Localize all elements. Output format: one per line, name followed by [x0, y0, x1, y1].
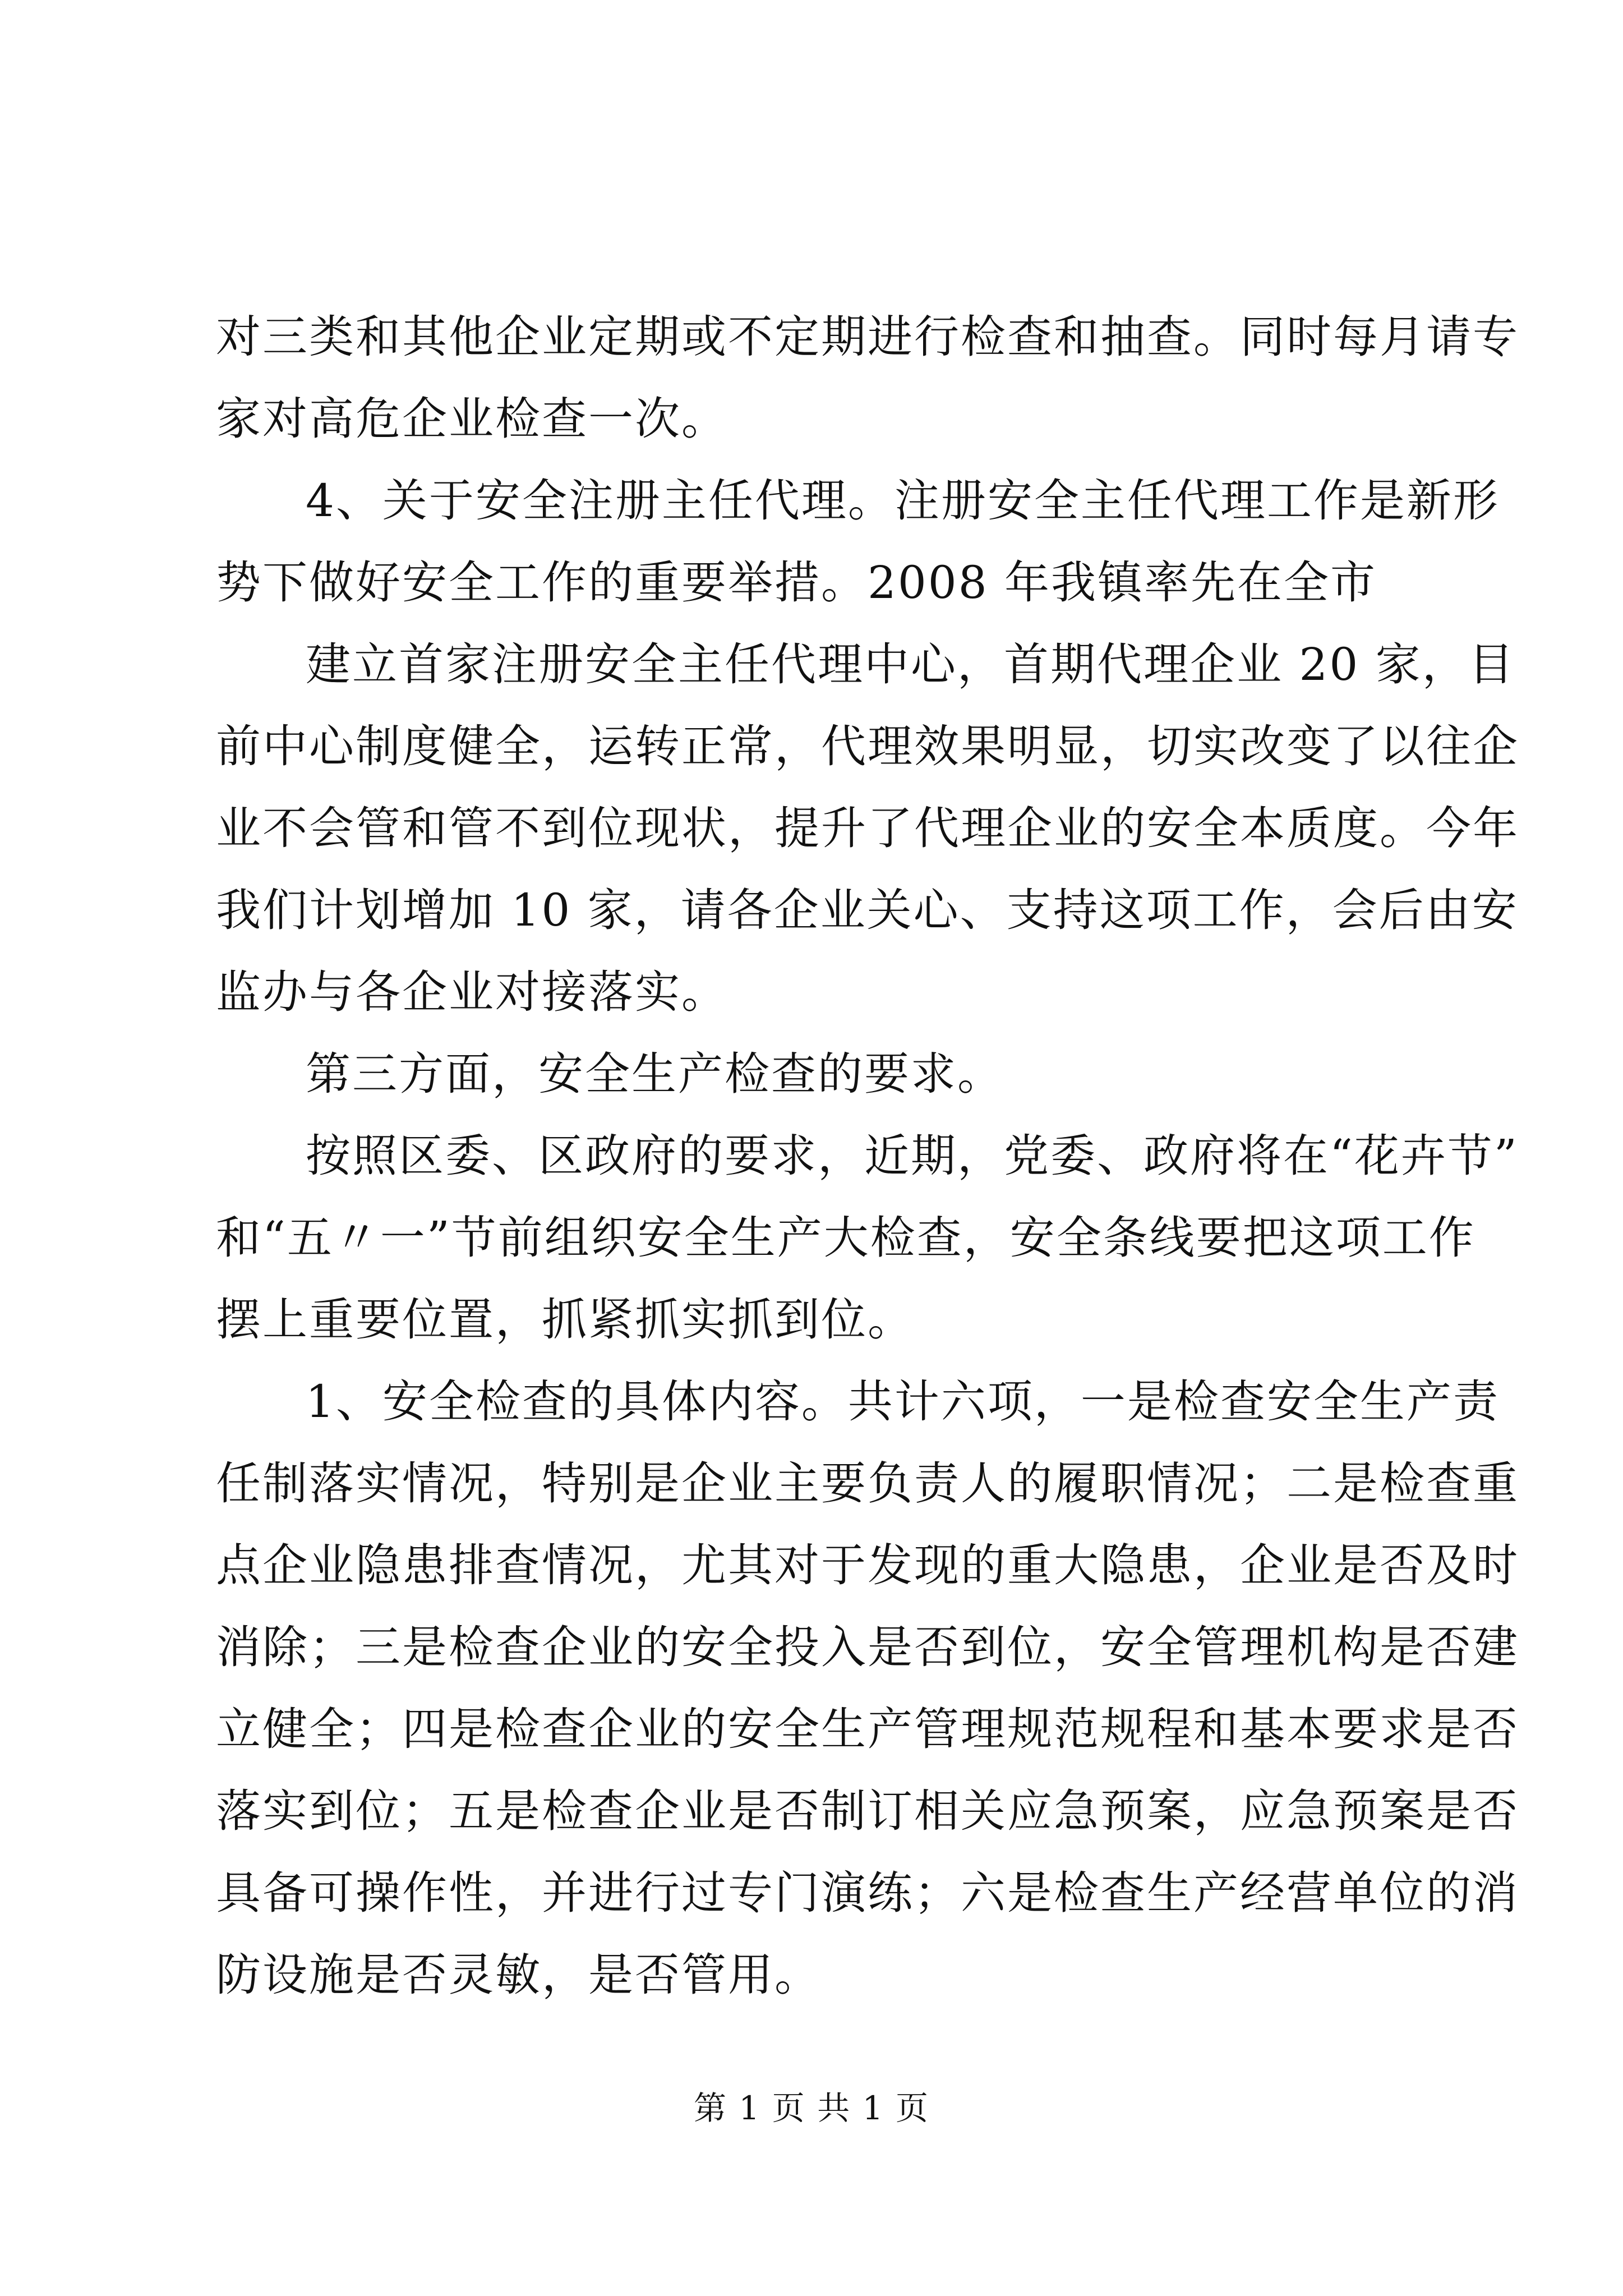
paragraph-start-line: 1、安全检查的具体内容。共计六项，一是检查安全生产责	[306, 1375, 1500, 1428]
page-number-footer: 第 1 页 共 1 页	[694, 2089, 929, 2127]
text-line: 家对高危企业检查一次。	[216, 393, 728, 445]
text-line: 我们计划增加 10 家，请各企业关心、支持这项工作，会后由安	[216, 884, 1519, 936]
body-text	[216, 296, 1519, 2016]
paragraph-start-line: 按照区委、区政府的要求，近期，党委、政府将在“花卉节”	[306, 1130, 1519, 1182]
text-line: 对三类和其他企业定期或不定期进行检查和抽查。同时每月请专	[216, 311, 1519, 363]
text-line: 具备可操作性，并进行过专门演练；六是检查生产经营单位的消	[216, 1867, 1519, 1919]
text-line: 势下做好安全工作的重要举措。2008 年我镇率先在全市	[216, 556, 1377, 609]
text-line: 点企业隐患排查情况，尤其对于发现的重大隐患，企业是否及时	[216, 1539, 1519, 1591]
paragraph-start-line: 4、关于安全注册主任代理。注册安全主任代理工作是新形	[306, 475, 1500, 527]
text-line: 业不会管和管不到位现状，提升了代理企业的安全本质度。今年	[216, 802, 1519, 854]
text-line: 任制落实情况，特别是企业主要负责人的履职情况；二是检查重	[216, 1457, 1519, 1510]
text-line: 防设施是否灵敏，是否管用。	[216, 1949, 821, 2001]
text-line: 消除；三是检查企业的安全投入是否到位，安全管理机构是否建	[216, 1621, 1519, 1673]
text-line: 和“五〃一”节前组织安全生产大检查，安全条线要把这项工作	[216, 1212, 1476, 1264]
section-heading-line: 第三方面，安全生产检查的要求。	[306, 1048, 1004, 1100]
text-line: 摆上重要位置，抓紧抓实抓到位。	[216, 1294, 914, 1346]
text-line: 立健全；四是检查企业的安全生产管理规范规程和基本要求是否	[216, 1703, 1519, 1755]
paragraph-start-line: 建立首家注册安全主任代理中心，首期代理企业 20 家，目	[306, 638, 1515, 691]
text-line: 前中心制度健全，运转正常，代理效果明显，切实改变了以往企	[216, 720, 1519, 772]
text-line: 监办与各企业对接落实。	[216, 966, 728, 1018]
text-line: 落实到位；五是检查企业是否制订相关应急预案，应急预案是否	[216, 1785, 1519, 1837]
